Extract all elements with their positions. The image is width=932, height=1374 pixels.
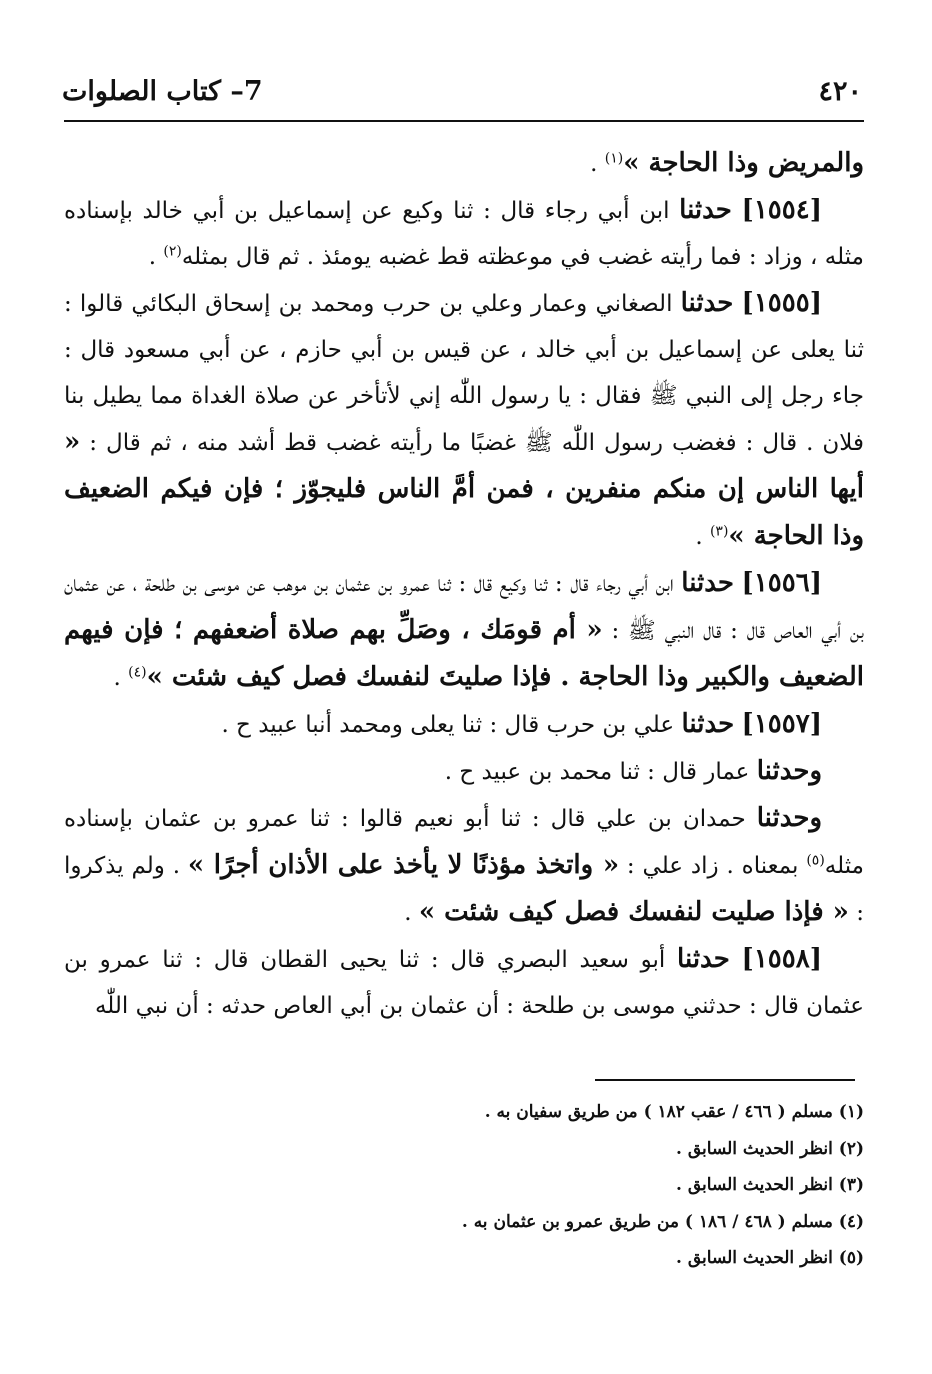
footnote: (٥) انظر الحديث السابق . <box>676 1248 864 1268</box>
hadith-1556: [١٥٥٦] حدثنا ابن أبي رجاء قال : ثنا وكيع قال : ثنا عمرو بن عثمان بن موهب عن موسى بن طلحة ، عن عثمان بن أبي العاص قال : قال النبي ﷺ : « أم قومَك ، وصَلِّ بهم صلاة أضعفهم ؛ فإن فيهم الضعيف والكبير وذا الحاجة . فإذا صليتَ لنفسك فصل كيف شئت »$^{(٤)}$ . <box>64 568 865 692</box>
footnote-ref: (٥) <box>806 852 825 869</box>
chapter-title: 7– كتاب الصلوات <box>62 76 263 107</box>
footnote: (٢) انظر الحديث السابق . <box>676 1138 864 1159</box>
hadith-number: [١٥٥٦] <box>741 568 823 598</box>
continuation-line: والمريض وذا الحاجة »$^{(١)}$ . <box>590 148 864 178</box>
footnote-ref: (٢) <box>163 243 182 260</box>
footnote-rule <box>595 1079 855 1081</box>
footnote: (٣) انظر الحديث السابق . <box>676 1175 864 1195</box>
hadith-1555: [١٥٥٥] حدثنا الصغاني وعمار وعلي بن حرب ومحمد بن إسحاق البكائي قالوا : ثنا يعلى عن إسماعيل بن أبي خالد ، عن قيس بن أبي حازم ، عن أبي مسعود قال : جاء رجل إلى النبي ﷺ فقال : يا رسول اللّٰه إني لأتأخر عن صلاة الغداة مما يطيل بنا فلان . قال : فغضب رسول اللّٰه ﷺ غضبًا ما رأيته غضب قط أشد منه ، ثم قال : « أيها الناس إن منكم منفرين ، فمن أمَّ الناس فليجوّز ؛ فإن فيكم الضعيف وذا الحاجة »$^{(٣)}$ . <box>64 288 864 551</box>
page-header <box>62 66 870 116</box>
hadith-number: [١٥٥٥] <box>741 288 822 318</box>
hadith-number: [١٥٥٤] <box>741 195 822 225</box>
footnote-ref: (٤) <box>128 664 147 681</box>
footnote: (١) مسلم ( ٤٦٦ / عقب ١٨٢ ) من طريق سفيان به . <box>484 1102 864 1122</box>
main-text <box>64 140 864 1029</box>
hadith-1558: [١٥٥٨] حدثنا أبو سعيد البصري قال : ثنا يحيى القطان قال : ثنا عمرو بن عثمان قال : حدثني موسى بن طلحة : أن عثمان بن أبي العاص حدثه : أن نبي اللّٰه <box>64 944 864 1019</box>
footnote: (٤) مسلم ( ٤٦٨ / ١٨٦ ) من طريق عمرو بن عثمان به . <box>461 1211 864 1232</box>
footnote-ref: (١) <box>604 150 624 167</box>
hadith-number: [١٥٥٧] <box>741 709 822 739</box>
footnote-ref: (٣) <box>709 523 729 540</box>
header-rule <box>64 120 864 122</box>
hadith-1557-chain-3: وحدثنا حمدان بن علي قال : ثنا أبو نعيم قالوا : ثنا عمرو بن عثمان بإسناده مثله$^{(٥)}$ بمعناه . زاد علي : « واتخذ مؤذنًا لا يأخذ على الأذان أجرًا » . ولم يذكروا : « فإذا صليت لنفسك فصل كيف شئت » . <box>64 803 864 927</box>
page-number: ٤٢٠ <box>818 76 862 107</box>
hadith-1557: [١٥٥٧] حدثنا علي بن حرب قال : ثنا يعلى ومحمد أنبا عبيد ح . <box>221 709 822 739</box>
footnotes <box>304 1094 864 1277</box>
hadith-number: [١٥٥٨] <box>741 944 822 974</box>
hadith-1557-chain-2: وحدثنا عمار قال : ثنا محمد بن عبيد ح . <box>444 756 822 786</box>
hadith-1554: [١٥٥٤] حدثنا ابن أبي رجاء قال : ثنا وكيع عن إسماعيل بن أبي خالد بإسناده مثله ، وزاد : فما رأيته غضب في موعظته قط غضبه يومئذ . ثم قال بمثله$^{(٢)}$ . <box>64 195 864 270</box>
